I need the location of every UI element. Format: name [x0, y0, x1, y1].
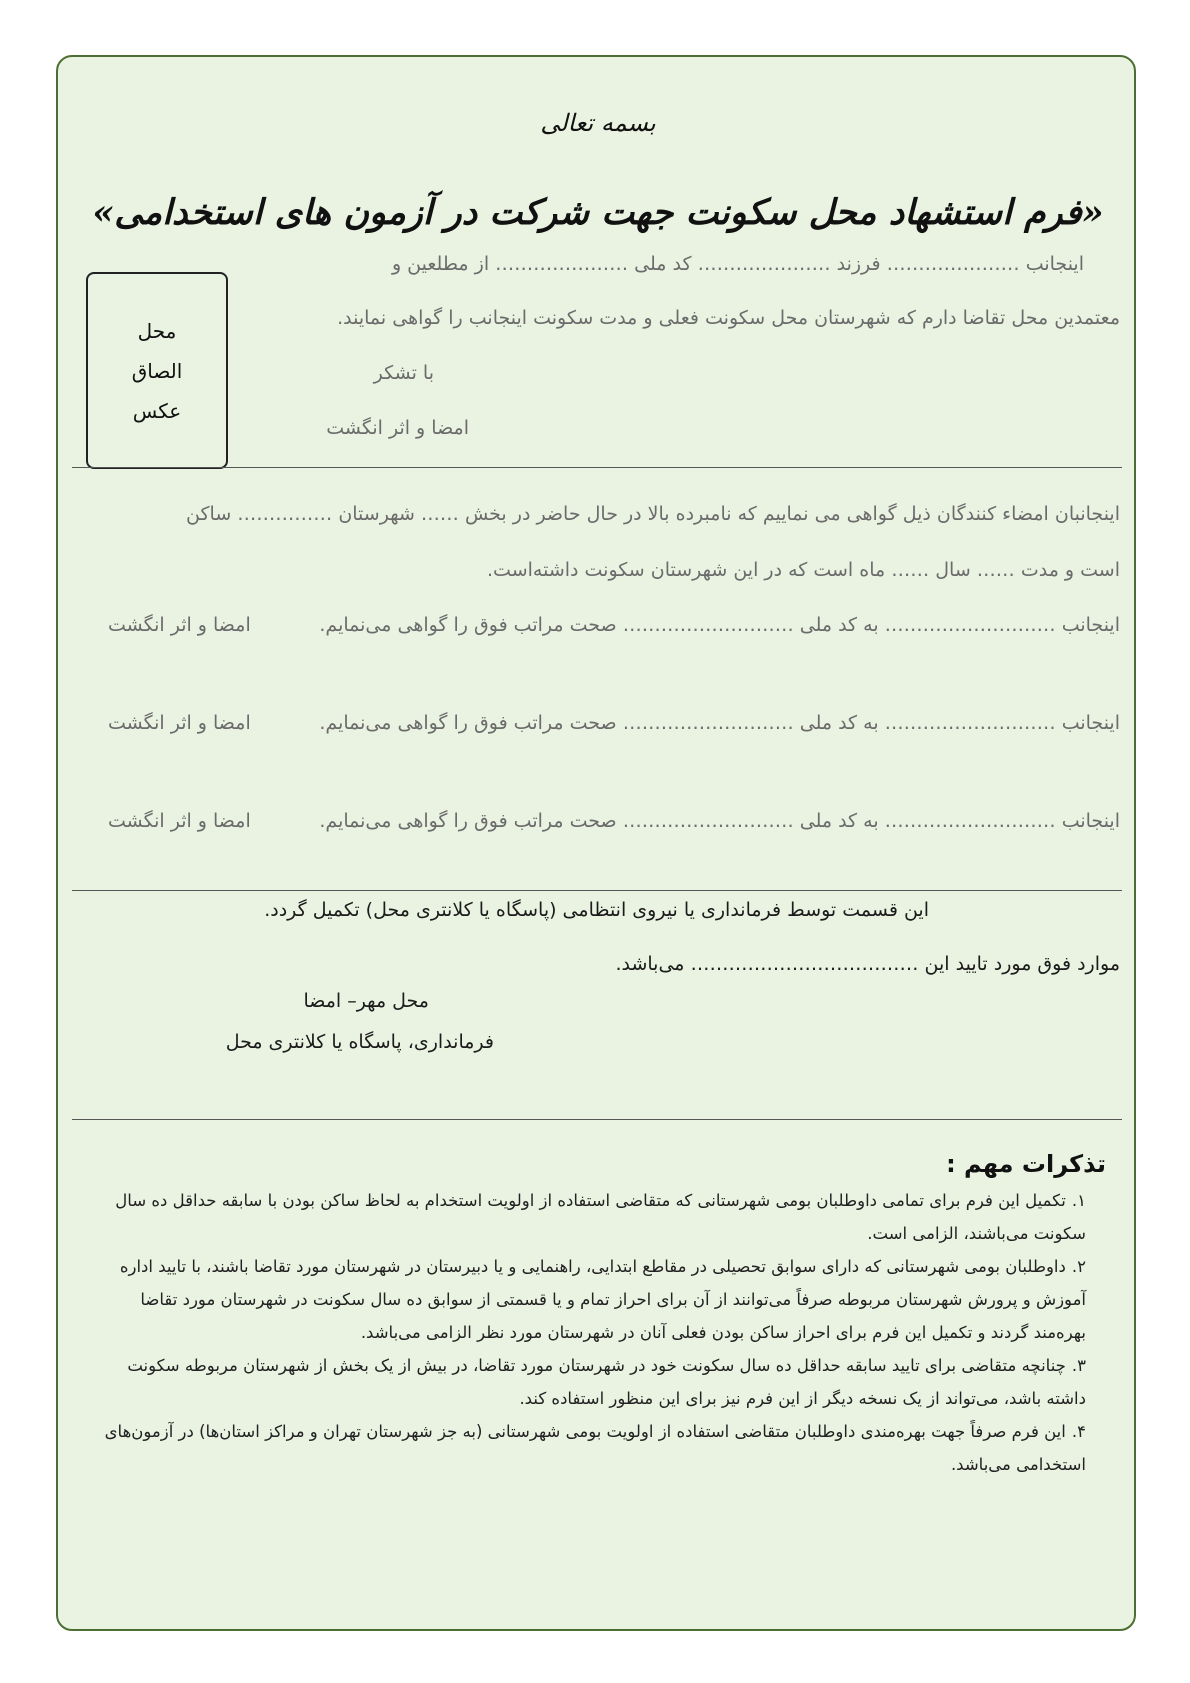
authority-office: فرمانداری، پاسگاه یا کلانتری محل [225, 1031, 494, 1053]
note-item-3 [86, 1349, 1086, 1415]
witness-signature: امضا و اثر انگشت [108, 614, 251, 636]
authority-stamp: محل مهر– امضا [303, 990, 429, 1012]
note-number: ۴. [1071, 1422, 1086, 1441]
note-text: تکمیل این فرم برای تمامی داوطلبان بومی شهرستانی که متقاضی استفاده از اولویت استخدام به لحاظ ساکن بودن با سابقه حداقل ده سال سکونت می‌باشند، الزامی است. [115, 1191, 1086, 1243]
note-item-2 [86, 1250, 1086, 1349]
photo-placeholder [86, 272, 228, 469]
photo-label-1: محل [137, 318, 177, 343]
note-text: این فرم صرفاً جهت بهره‌مندی داوطلبان متقاضی استفاده از اولویت بومی شهرستانی (به جز شهرستان تهران و مراکز استان‌ها) در آزمون‌های استخدامی می‌باشد. [104, 1422, 1086, 1474]
note-number: ۳. [1071, 1356, 1086, 1375]
divider-3 [72, 1119, 1122, 1120]
witness-row-1 [108, 614, 1120, 644]
note-item-4 [86, 1415, 1086, 1481]
witness-row-2 [108, 712, 1120, 742]
applicant-signature: امضا و اثر انگشت [326, 417, 469, 439]
applicant-thanks: با تشکر [373, 362, 434, 384]
form-frame [56, 55, 1136, 1631]
authority-heading: این قسمت توسط فرمانداری یا نیروی انتظامی (پاسگاه یا کلانتری محل) تکمیل گردد. [264, 899, 929, 921]
authority-confirm: موارد فوق مورد تایید این ……………………………… می‌باشد. [615, 953, 1120, 975]
witness-intro-2: است و مدت …… سال …… ماه است که در این شهرستان سکونت داشته‌است. [487, 559, 1120, 581]
divider-2 [72, 890, 1122, 891]
photo-label-2: الصاق [131, 358, 183, 383]
photo-label-3: عکس [132, 398, 182, 423]
witness-statement: اینجانب ……………………… به کد ملی ……………………… صحت مراتب فوق را گواهی می‌نمایم. [319, 712, 1120, 734]
note-item-1 [86, 1184, 1086, 1250]
witness-statement: اینجانب ……………………… به کد ملی ……………………… صحت مراتب فوق را گواهی می‌نمایم. [319, 614, 1120, 636]
witness-signature: امضا و اثر انگشت [108, 712, 251, 734]
witness-row-3 [108, 810, 1120, 840]
applicant-line-1: اینجانب ………………… فرزند ………………… کد ملی ………………… از مطلعین و [391, 253, 1084, 275]
basmala: بسمه تعالی [540, 109, 656, 137]
note-number: ۲. [1071, 1257, 1086, 1276]
witness-statement: اینجانب ……………………… به کد ملی ……………………… صحت مراتب فوق را گواهی می‌نمایم. [319, 810, 1120, 832]
witness-signature: امضا و اثر انگشت [108, 810, 251, 832]
form-title: «فرم استشهاد محل سکونت جهت شرکت در آزمون های استخدامی» [92, 192, 1104, 233]
note-text: داوطلبان بومی شهرستانی که دارای سوابق تحصیلی در مقاطع ابتدایی، راهنمایی و یا دبیرستان در شهرستان مورد تقاضا باشند، با تایید اداره آموزش و پرورش شهرستان مربوطه صرفاً می‌توانند از آن برای احراز تمام و یا قسمتی از سوابق ده سال سکونت در شهرستان مورد تقاضا بهره‌مند گردند و تکمیل این فرم برای احراز ساکن بودن فعلی آنان در شهرستان مورد نظر الزامی می‌باشد. [119, 1257, 1086, 1342]
note-text: چنانچه متقاضی برای تایید سابقه حداقل ده سال سکونت خود در شهرستان مورد تقاضا، در بیش از یک بخش از شهرستان مربوطه سکونت داشته باشد، می‌تواند از یک نسخه دیگر از این فرم نیز برای این منظور استفاده کند. [127, 1356, 1086, 1408]
note-number: ۱. [1071, 1191, 1086, 1210]
witness-intro-1: اینجانبان امضاء کنندگان ذیل گواهی می نماییم که نامبرده بالا در حال حاضر در بخش …… شهرستان …………… ساکن [186, 503, 1120, 525]
notes-title: تذکرات مهم : [946, 1150, 1106, 1178]
applicant-line-2: معتمدین محل تقاضا دارم که شهرستان محل سکونت فعلی و مدت سکونت اینجانب را گواهی نمایند. [337, 307, 1120, 329]
divider-1 [72, 467, 1122, 468]
